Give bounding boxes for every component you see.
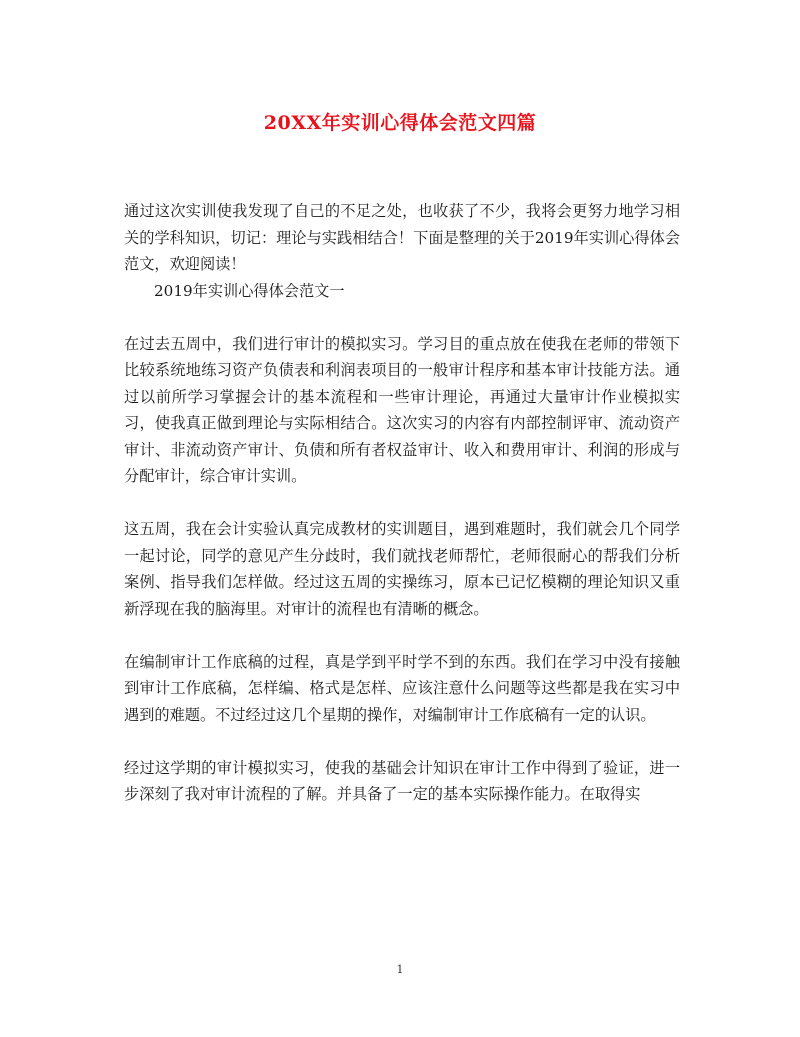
document-body xyxy=(124,198,680,808)
intro-paragraph: 通过这次实训使我发现了自己的不足之处，也收获了不少，我将会更努力地学习相关的学科知识，切记：理论与实践相结合！下面是整理的关于2019年实训心得体会范文，欢迎阅读！ xyxy=(124,202,680,273)
document-title: 20XX年实训心得体会范文四篇 xyxy=(263,112,537,134)
page-number: 1 xyxy=(396,963,404,976)
body-paragraph-3: 在编制审计工作底稿的过程，真是学到平时学不到的东西。我们在学习中没有接触到审计工作底稿，怎样编、格式是怎样、应该注意什么问题等这些都是我在实习中遇到的难题。不过经过这几个星期的操作，对编制审计工作底稿有一定的认识。 xyxy=(124,652,680,724)
body-paragraph-2: 这五周，我在会计实验认真完成教材的实训题目，遇到难题时，我们就会几个同学一起讨论，同学的意见产生分歧时，我们就找老师帮忙，老师很耐心的帮我们分析案例、指导我们怎样做。经过这五周的实操练习，原本已记忆模糊的理论知识又重新浮现在我的脑海里。对审计的流程也有清晰的概念。 xyxy=(124,520,680,618)
body-paragraph-4: 经过这学期的审计模拟实习，使我的基础会计知识在审计工作中得到了验证，进一步深刻了我对审计流程的了解。并具备了一定的基本实际操作能力。在取得实 xyxy=(124,758,680,803)
section-heading: 2019年实训心得体会范文一 xyxy=(154,281,345,300)
body-paragraph-1: 在过去五周中，我们进行审计的模拟实习。学习目的重点放在使我在老师的带领下比较系统地练习资产负债表和利润表项目的一般审计程序和基本审计技能方法。通过以前所学习掌握会计的基本流程和一些审计理论，再通过大量审计作业模拟实习，使我真正做到理论与实际相结合。这次实习的内容有内部控制评审、流动资产审计、非流动资产审计、负债和所有者权益审计、收入和费用审计、利润的形成与分配审计，综合审计实训。 xyxy=(124,334,680,485)
